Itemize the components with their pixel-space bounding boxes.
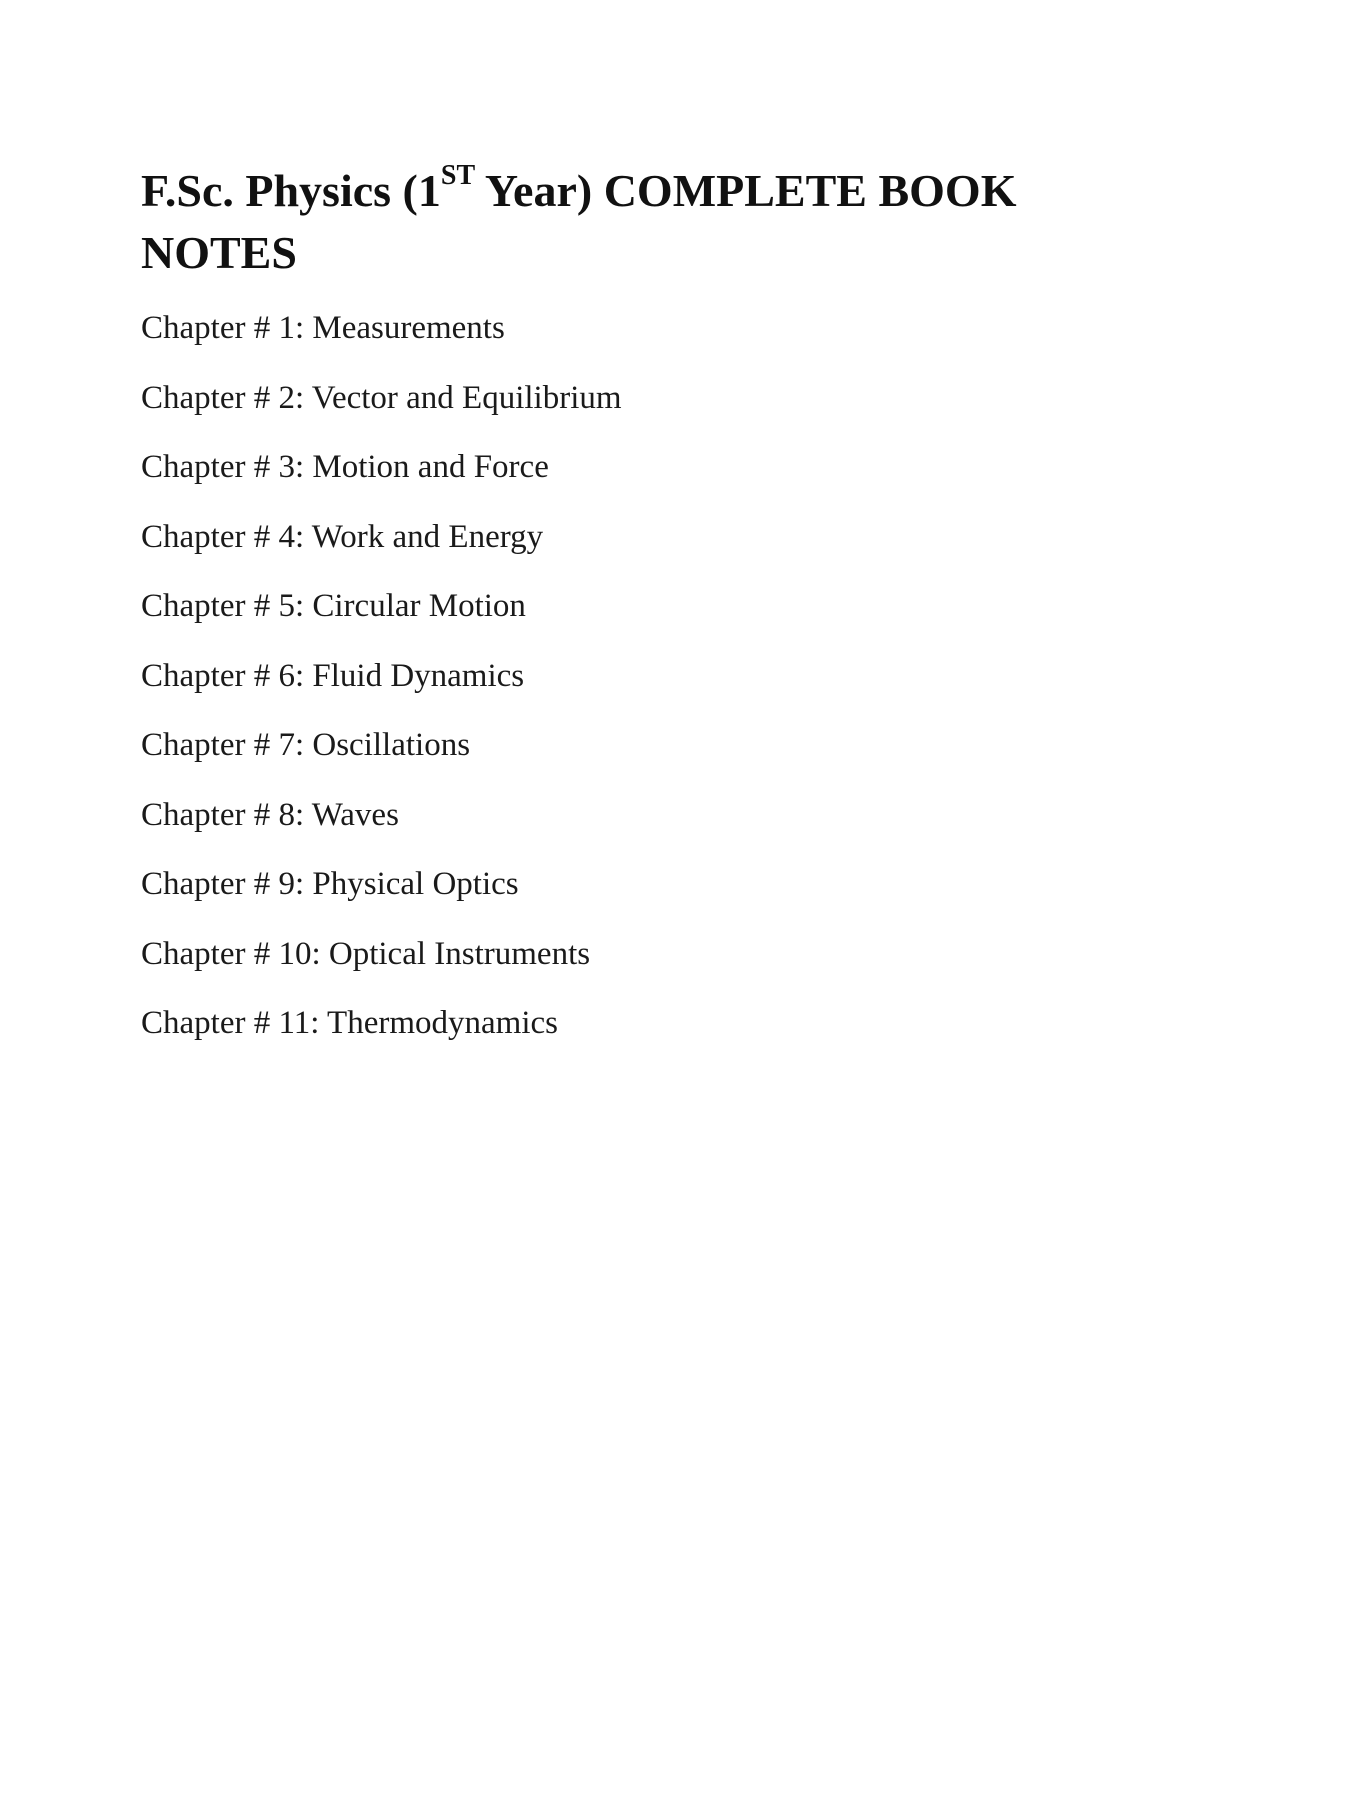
chapter-item-4: Chapter # 4: Work and Energy [141, 518, 544, 555]
chapter-item-5: Chapter # 5: Circular Motion [141, 588, 526, 624]
title-superscript: ST [440, 160, 476, 191]
chapter-item-6: Chapter # 6: Fluid Dynamics [141, 657, 525, 694]
chapter-item-9: Chapter # 9: Physical Optics [141, 866, 519, 902]
chapter-item-10: Chapter # 10: Optical Instruments [141, 935, 591, 972]
page-title [141, 160, 1141, 284]
chapter-item-2: Chapter # 2: Vector and Equilibrium [141, 379, 622, 416]
chapter-item-11: Chapter # 11: Thermodynamics [141, 1005, 558, 1041]
chapter-item-8: Chapter # 8: Waves [141, 796, 399, 833]
title-line-2: NOTES [141, 227, 297, 278]
chapter-item-7: Chapter # 7: Oscillations [141, 727, 471, 763]
chapter-item-3: Chapter # 3: Motion and Force [141, 449, 549, 485]
title-part-2: Year) COMPLETE BOOK [475, 165, 1017, 216]
title-part-1: F.Sc. Physics (1 [141, 165, 441, 216]
chapter-list [141, 306, 622, 1071]
chapter-item-1: Chapter # 1: Measurements [141, 310, 505, 346]
